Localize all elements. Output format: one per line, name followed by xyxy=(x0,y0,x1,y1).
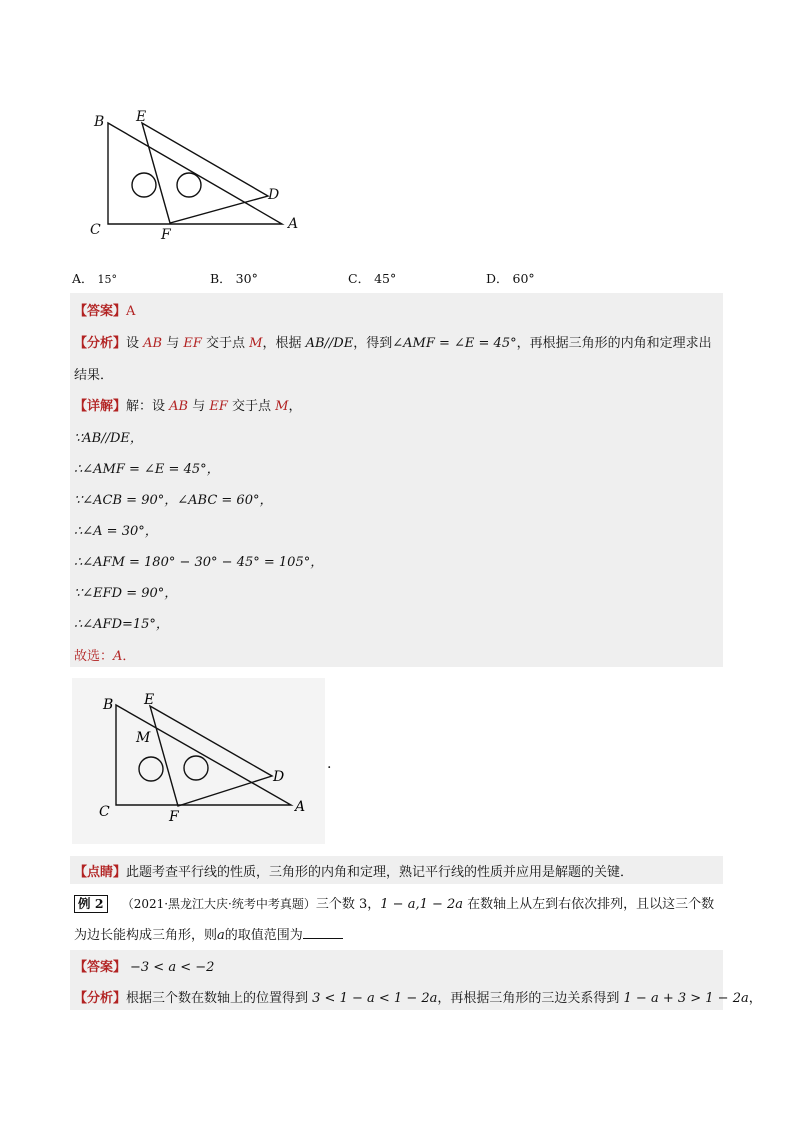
detail-step-7: ∴∠AFD=15°， xyxy=(74,617,169,632)
analysis-line-2: 结果． xyxy=(74,368,114,383)
triangle-abc-2 xyxy=(116,705,291,805)
choice-b: B． 30° xyxy=(210,271,258,286)
label-e: E xyxy=(136,109,147,125)
label-e-2: E xyxy=(144,692,155,708)
example2-line-1: 例 2 （2021·黑龙江大庆·统考中考真题）三个数 3，1 − a,1 − 2a 在数轴上从左到右依次排列，且以这三个数 xyxy=(74,893,714,913)
label-f: F xyxy=(161,227,171,240)
hole-circle-right-2 xyxy=(184,756,208,780)
triangle-figure-1 xyxy=(84,105,314,240)
triangle-figure-2-svg xyxy=(72,678,325,844)
example-badge: 例 2 xyxy=(74,895,108,913)
label-d-2: D xyxy=(273,769,285,785)
detail-step-5: ∴∠AFM = 180° − 30° − 45° = 105°， xyxy=(74,555,324,570)
label-c: C xyxy=(90,222,101,238)
label-a: A xyxy=(288,216,299,232)
label-c-2: C xyxy=(99,804,110,820)
label-b-2: B xyxy=(103,697,114,713)
triangle-abc xyxy=(108,123,282,224)
detail-step-1: ∵AB//DE， xyxy=(74,431,143,446)
detail-conclusion: 故选：A． xyxy=(74,649,136,664)
label-b: B xyxy=(94,114,105,130)
answer-line: 【答案】A xyxy=(74,304,136,319)
choice-a: A． 15° xyxy=(72,271,118,286)
label-f-2: F xyxy=(169,809,179,825)
hole-circle-right xyxy=(177,173,201,197)
analysis2-line: 【分析】根据三个数在数轴上的位置得到 3 < 1 − a < 1 − 2a，再根据三角形的三边关系得到 1 − a + 3 > 1 − 2a， xyxy=(74,991,762,1006)
choice-d: D． 60° xyxy=(486,271,535,286)
answer2-line: 【答案】 −3 < a < −2 xyxy=(74,960,215,975)
detail-step-3: ∵∠ACB = 90°，∠ABC = 60°， xyxy=(74,493,273,508)
choices-row xyxy=(72,269,722,287)
detail-intro: 【详解】解：设 AB 与 EF 交于点 M， xyxy=(74,399,302,414)
detail-step-4: ∴∠A = 30°， xyxy=(74,524,158,539)
triangle-figure-2 xyxy=(72,678,325,844)
triangle-edf-2 xyxy=(150,706,272,806)
detail-step-2: ∴∠AMF = ∠E = 45°， xyxy=(74,462,220,477)
triangle-edf xyxy=(142,123,268,223)
triangle-figure-1-svg xyxy=(84,105,314,240)
label-a-2: A xyxy=(295,799,306,815)
label-m-2: M xyxy=(136,730,151,746)
detail-step-6: ∵∠EFD = 90°， xyxy=(74,586,178,601)
hole-circle-left xyxy=(132,173,156,197)
label-d: D xyxy=(268,187,280,203)
choice-c: C． 45° xyxy=(348,271,397,286)
analysis-line-1: 【分析】设 AB 与 EF 交于点 M，根据 AB//DE，得到∠AMF = ∠E = 45°，再根据三角形的内角和定理求出 xyxy=(74,336,712,351)
answer-blank xyxy=(303,926,343,939)
hole-circle-left-2 xyxy=(139,757,163,781)
example2-line-2: 为边长能构成三角形，则a的取值范围为 xyxy=(74,924,343,943)
comment-line: 【点睛】此题考查平行线的性质，三角形的内角和定理，熟记平行线的性质并应用是解题的关键． xyxy=(74,865,634,880)
figure-trailing-period: . xyxy=(327,756,332,772)
